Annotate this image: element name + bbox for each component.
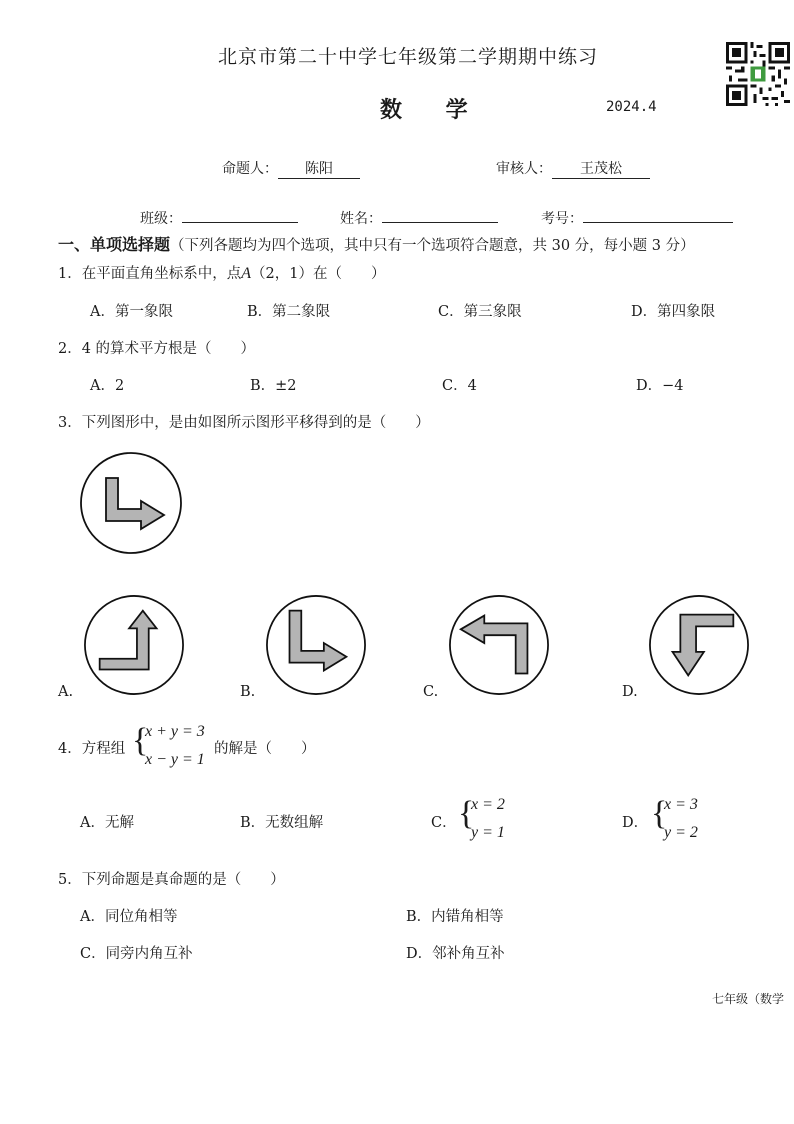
q3-figure-b[interactable] <box>264 593 368 697</box>
q4-option-d[interactable]: D． <box>622 815 649 831</box>
q4-c-eq2: y = 1 <box>471 824 505 841</box>
question-2: 2．4 的算术平方根是（ ） <box>58 341 256 357</box>
q4-system-brace: { <box>132 722 149 759</box>
q4-option-a[interactable]: A．无解 <box>80 815 134 831</box>
id-blank[interactable] <box>583 207 733 223</box>
name-blank[interactable] <box>382 207 498 223</box>
figure-b-circle <box>267 596 365 694</box>
q5-option-b[interactable]: B．内错角相等 <box>406 909 504 925</box>
q4-d-brace: { <box>651 795 668 832</box>
q5-option-c[interactable]: C．同旁内角互补 <box>80 946 193 962</box>
name-label: 姓名： <box>340 211 382 227</box>
q1-option-a[interactable]: A．第一象限 <box>90 304 173 320</box>
q3-label-d[interactable]: D. <box>622 684 638 700</box>
page-title: 北京市第二十中学七年级第二学期期中练习 <box>218 46 599 68</box>
q2-option-b[interactable]: B．±2 <box>250 378 297 394</box>
q4-d-eq2: y = 2 <box>664 824 698 841</box>
reference-figure <box>78 450 184 556</box>
reviewer-name: 王茂松 <box>552 158 650 179</box>
class-blank[interactable] <box>182 207 298 223</box>
section-title: 一、单项选择题 <box>58 235 171 254</box>
figure-a-circle <box>85 596 183 694</box>
question-3: 3．下列图形中，是由如图所示图形平移得到的是（ ） <box>58 415 430 431</box>
q5-option-d[interactable]: D．邻补角互补 <box>406 946 505 962</box>
q1-option-d[interactable]: D．第四象限 <box>631 304 716 320</box>
q3-label-b[interactable]: B. <box>240 684 256 700</box>
q4-stem-b: 的解是（ ） <box>214 741 316 757</box>
q4-stem-a: 4．方程组 <box>58 741 126 757</box>
exam-date: 2024.4 <box>606 99 657 115</box>
q3-figure-a[interactable] <box>82 593 186 697</box>
class-label: 班级： <box>140 211 182 227</box>
figure-c-circle <box>450 596 548 694</box>
q2-option-c[interactable]: C．4 <box>442 378 477 394</box>
page-footer: 七年级（数学 <box>712 992 785 1006</box>
reviewer-label: 审核人： <box>496 161 552 177</box>
section-note: （下列各题均为四个选项，其中只有一个选项符合题意，共 30 分，每小题 3 分） <box>170 238 695 254</box>
q4-d-eq1: x = 3 <box>664 796 698 813</box>
question-1 <box>58 262 385 283</box>
q1-stem-b: （2，1）在（ ） <box>251 266 386 282</box>
q5-option-a[interactable]: A．同位角相等 <box>80 909 178 925</box>
q4-option-b[interactable]: B．无数组解 <box>240 815 324 831</box>
section-heading <box>58 232 695 255</box>
q2-option-d[interactable]: D．−4 <box>636 378 684 394</box>
id-label: 考号： <box>541 211 583 227</box>
class-field[interactable] <box>140 207 298 228</box>
figure-d-circle <box>650 596 748 694</box>
author-name: 陈阳 <box>278 158 360 179</box>
q1-option-c[interactable]: C．第三象限 <box>438 304 522 320</box>
q2-option-a[interactable]: A．2 <box>90 378 125 394</box>
reference-circle <box>81 453 181 553</box>
id-field[interactable] <box>541 207 733 228</box>
q1-point: A <box>241 265 252 282</box>
question-5: 5．下列命题是真命题的是（ ） <box>58 872 285 888</box>
subject-title: 数 学 <box>380 97 486 123</box>
q4-c-brace: { <box>458 795 475 832</box>
q3-label-a[interactable]: A. <box>58 684 74 700</box>
qr-code-icon <box>726 42 790 106</box>
q4-option-c[interactable]: C． <box>431 815 457 831</box>
author-label: 命题人： <box>222 161 278 177</box>
q1-option-b[interactable]: B．第二象限 <box>247 304 331 320</box>
q4-equation-1: x + y = 3 <box>145 723 205 740</box>
q3-figure-c[interactable] <box>447 593 551 697</box>
q3-figure-d[interactable] <box>647 593 751 697</box>
q4-equation-2: x − y = 1 <box>145 751 205 768</box>
q3-label-c[interactable]: C. <box>423 684 439 700</box>
reviewer-line <box>496 158 650 179</box>
q4-c-eq1: x = 2 <box>471 796 505 813</box>
name-field[interactable] <box>340 207 498 228</box>
author-line <box>222 158 360 179</box>
q1-stem-a: 1．在平面直角坐标系中，点 <box>58 266 242 282</box>
